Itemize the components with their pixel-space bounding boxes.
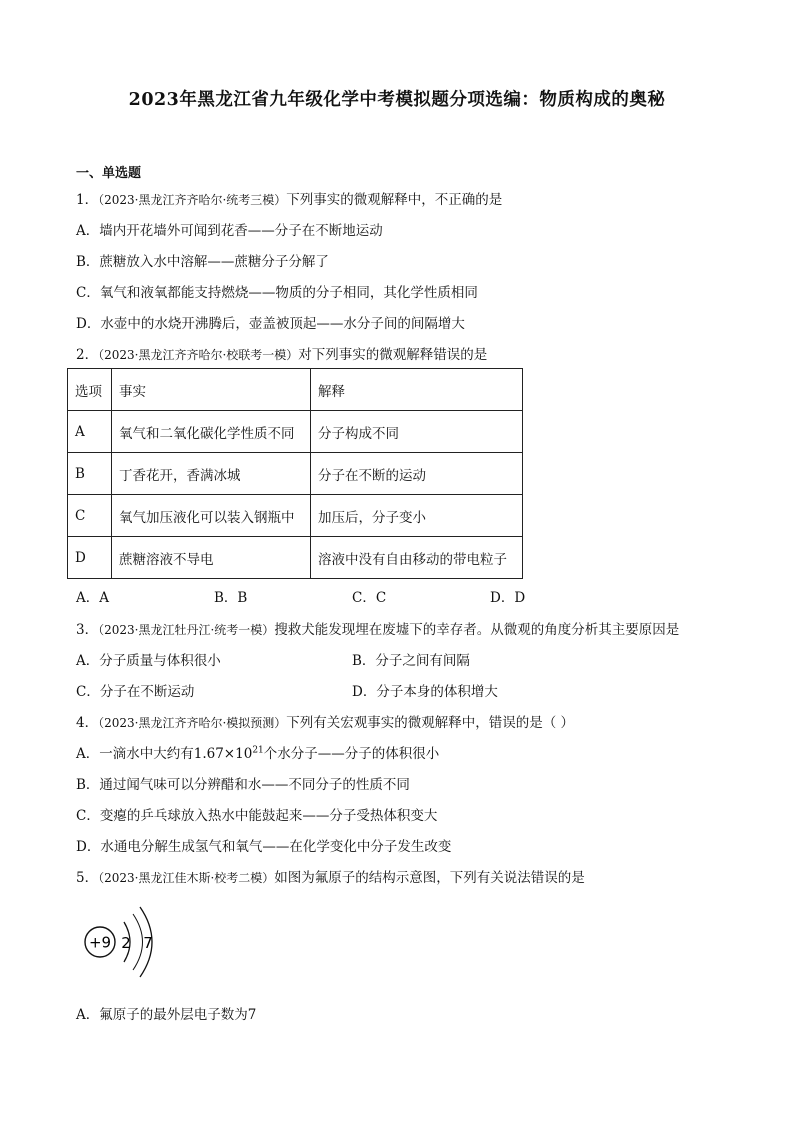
q2-option-d: D．D xyxy=(490,590,526,606)
question-1-stem xyxy=(76,188,502,208)
question-source: （2023·黑龙江佳木斯·校考二模） xyxy=(98,871,275,885)
q1-option-b: B．蔗糖放入水中溶解——蔗糖分子分解了 xyxy=(76,254,329,270)
table-cell: 分子构成不同 xyxy=(311,411,523,453)
question-text: 如图为氟原子的结构示意图，下列有关说法错误的是 xyxy=(274,870,585,886)
question-4-stem xyxy=(76,711,574,731)
table-header-row xyxy=(68,369,523,411)
q2-option-b: B．B xyxy=(214,590,248,606)
q3-option-a: A．分子质量与体积很小 xyxy=(76,653,221,669)
q3-option-c: C．分子在不断运动 xyxy=(76,684,195,700)
table-cell: 丁香花开，香满冰城 xyxy=(112,453,311,495)
table-cell: 溶液中没有自由移动的带电粒子 xyxy=(311,537,523,579)
table-cell: D xyxy=(68,537,112,579)
nucleus-charge: +9 xyxy=(88,933,112,952)
question-2-stem xyxy=(76,343,487,363)
q2-option-c: C．C xyxy=(352,590,387,606)
question-3-stem xyxy=(76,618,679,638)
table-cell: C xyxy=(68,495,112,537)
q2-table xyxy=(67,368,523,579)
table-header-cell: 选项 xyxy=(68,369,112,411)
table-row xyxy=(68,495,523,537)
section-heading: 一、单选题 xyxy=(76,166,142,181)
question-number: 5． xyxy=(76,870,99,886)
exponent: 21 xyxy=(252,745,264,756)
option-text: 个水分子——分子的体积很小 xyxy=(263,746,440,762)
table-row xyxy=(68,453,523,495)
question-source: （2023·黑龙江齐齐哈尔·校联考一模） xyxy=(98,348,299,362)
question-5-stem xyxy=(76,866,585,886)
q4-option-d: D．水通电分解生成氢气和氧气——在化学变化中分子发生改变 xyxy=(76,839,452,855)
q5-option-a: A．氟原子的最外层电子数为7 xyxy=(76,1007,257,1023)
table-row xyxy=(68,537,523,579)
question-text: 对下列事实的微观解释错误的是 xyxy=(298,347,488,363)
table-cell: 分子在不断的运动 xyxy=(311,453,523,495)
question-text: 下列事实的微观解释中，不正确的是 xyxy=(286,192,503,208)
electron-shell-arc xyxy=(133,914,143,970)
q4-option-b: B．通过闻气味可以分辨醋和水——不同分子的性质不同 xyxy=(76,777,410,793)
question-source: （2023·黑龙江牡丹江·统考一模） xyxy=(98,623,275,637)
question-source: （2023·黑龙江齐齐哈尔·模拟预测） xyxy=(98,716,287,730)
table-header-cell: 解释 xyxy=(311,369,523,411)
q2-option-a: A．A xyxy=(76,590,109,606)
q1-option-c: C．氧气和液氧都能支持燃烧——物质的分子相同，其化学性质相同 xyxy=(76,285,478,301)
question-source: （2023·黑龙江齐齐哈尔·统考三模） xyxy=(98,193,287,207)
question-number: 4． xyxy=(76,715,99,731)
q4-option-a xyxy=(76,742,439,762)
option-text: A．一滴水中大约有1.67×10 xyxy=(76,746,253,762)
q1-option-a: A．墙内开花墙外可闻到花香——分子在不断地运动 xyxy=(76,223,383,239)
q3-option-b: B．分子之间有间隔 xyxy=(352,653,470,669)
question-number: 1． xyxy=(76,192,99,208)
table-cell: 氧气加压液化可以装入钢瓶中 xyxy=(112,495,311,537)
table-cell: A xyxy=(68,411,112,453)
q3-option-d: D．分子本身的体积增大 xyxy=(352,684,498,700)
question-number: 2． xyxy=(76,347,99,363)
q4-option-c: C．变瘪的乒乓球放入热水中能鼓起来——分子受热体积变大 xyxy=(76,808,438,824)
page-title: 2023年黑龙江省九年级化学中考模拟题分项选编：物质构成的奥秘 xyxy=(128,90,666,110)
q1-option-d: D．水壶中的水烧开沸腾后，壶盖被顶起——水分子间的间隔增大 xyxy=(76,316,465,332)
table-cell: B xyxy=(68,453,112,495)
table-cell: 蔗糖溶液不导电 xyxy=(112,537,311,579)
table-row xyxy=(68,411,523,453)
shell-1-electrons: 2 xyxy=(121,934,131,952)
table-header-cell: 事实 xyxy=(112,369,311,411)
shell-2-electrons: 7 xyxy=(143,934,153,952)
question-text: 下列有关宏观事实的微观解释中，错误的是（ ） xyxy=(286,715,575,731)
table-cell: 氧气和二氧化碳化学性质不同 xyxy=(112,411,311,453)
fluorine-atom-diagram xyxy=(80,900,170,986)
question-text: 搜救犬能发现埋在废墟下的幸存者。从微观的角度分析其主要原因是 xyxy=(274,622,680,638)
question-number: 3． xyxy=(76,622,99,638)
table-cell: 加压后，分子变小 xyxy=(311,495,523,537)
